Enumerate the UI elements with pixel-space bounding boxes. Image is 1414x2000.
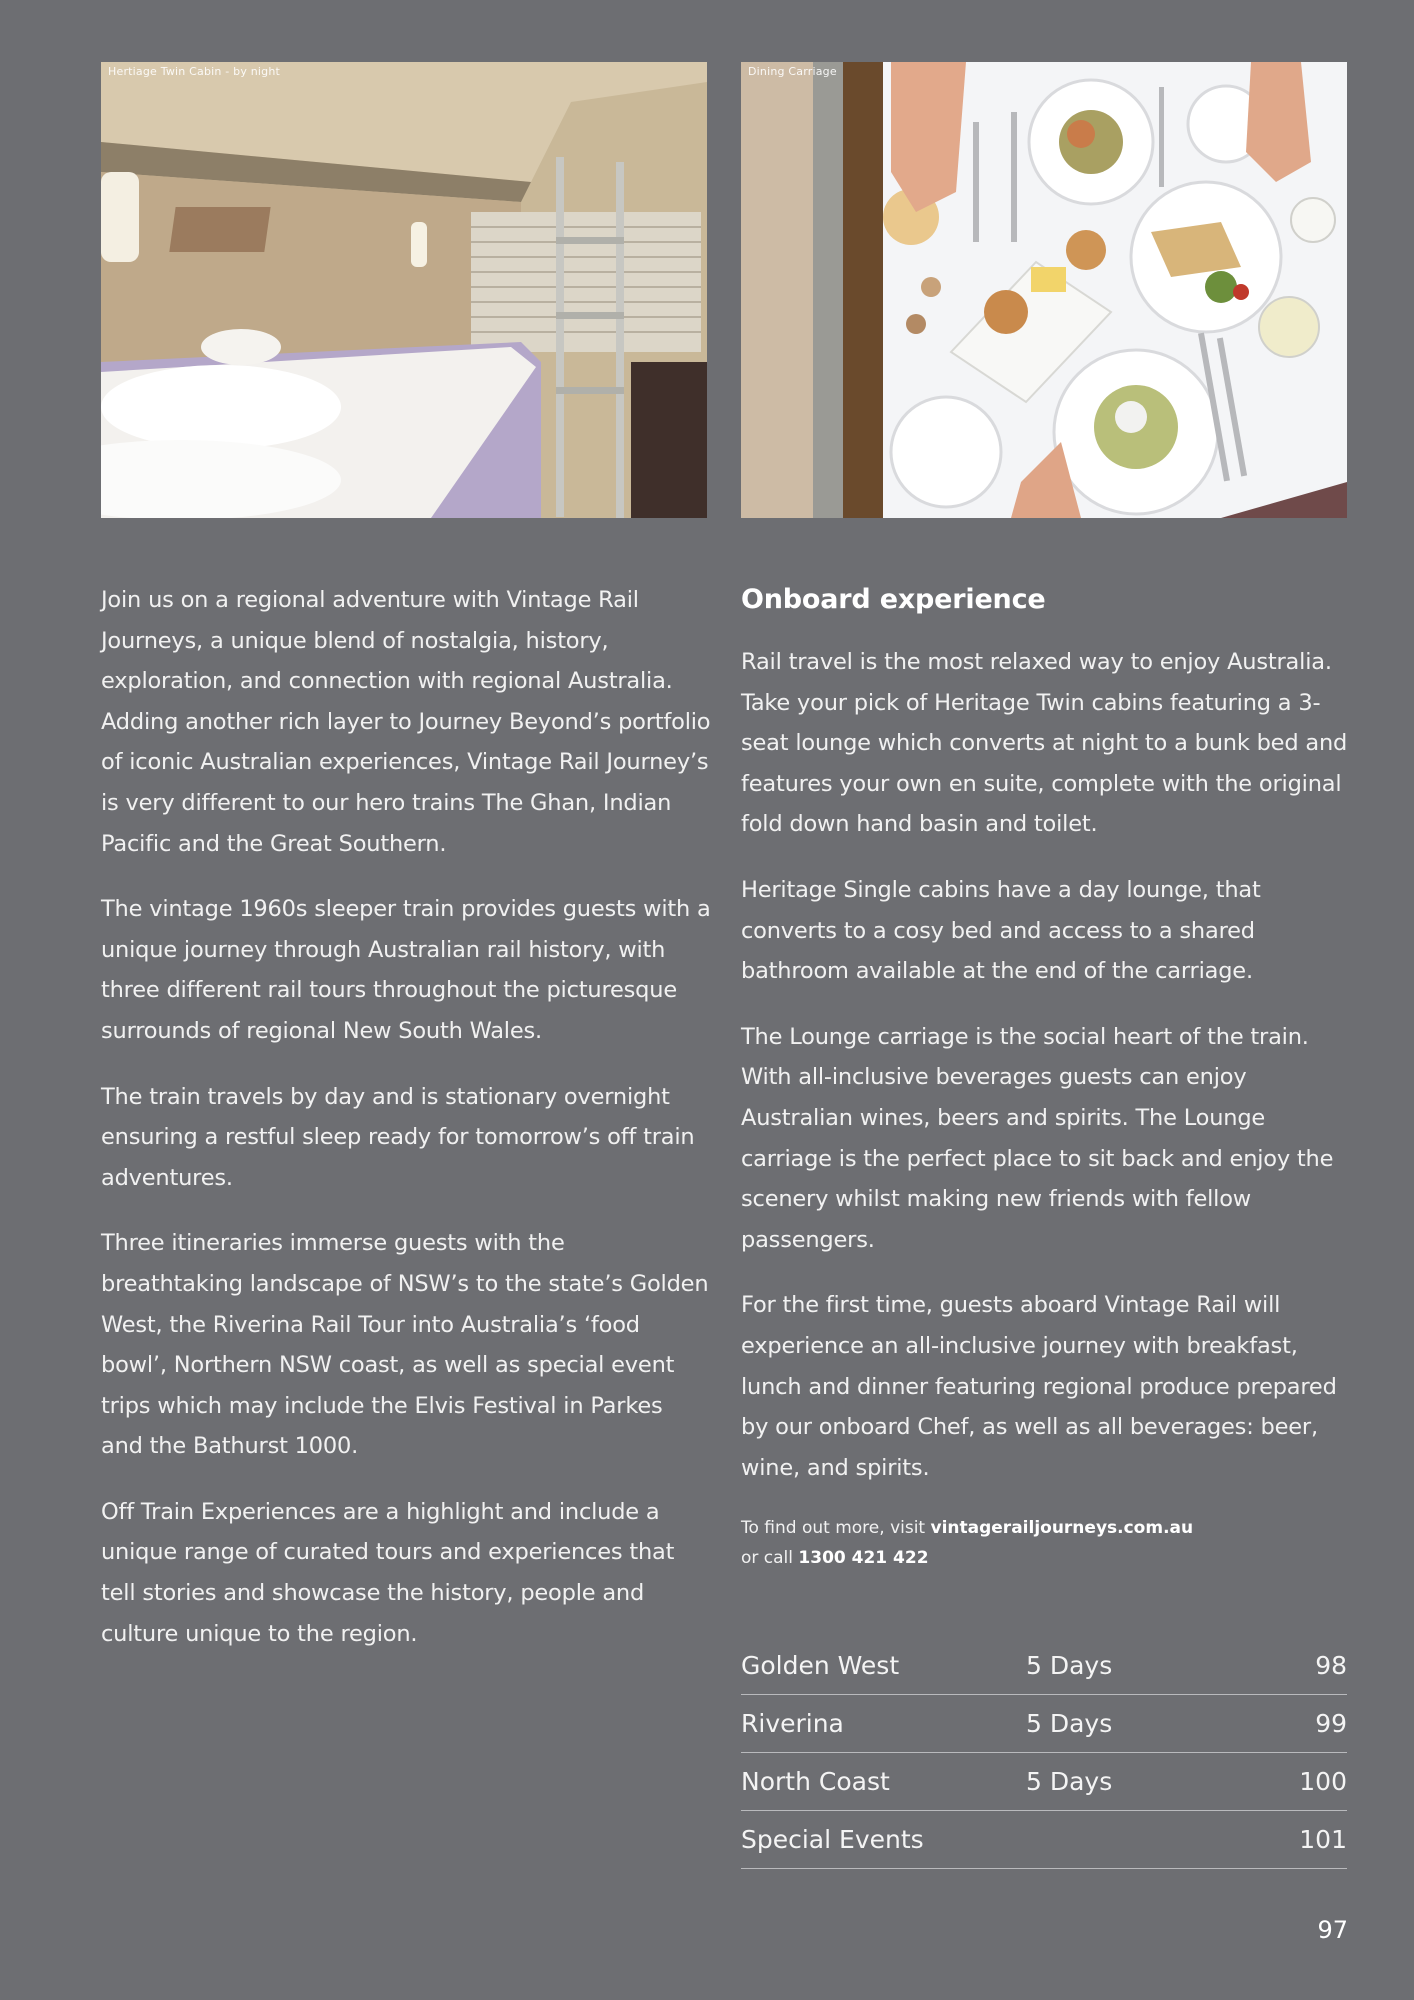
onboard-column [741,580,1351,1573]
cabin-photo-illustration [101,62,707,518]
off-train-paragraph: Off Train Experiences are a highlight and include a unique range of curated tours and experiences that tell stories and showcase the history, people and culture unique to the region. [101,1498,675,1647]
itinerary-duration: 5 Days [1026,1767,1113,1796]
page-number: 97 [1317,1916,1348,1944]
dining-photo-illustration [741,62,1347,518]
itinerary-row[interactable] [741,1811,1347,1869]
cabin-photo-caption: Hertiage Twin Cabin - by night [108,65,281,78]
itinerary-page: 101 [1299,1825,1347,1854]
twin-cabins-paragraph: Rail travel is the most relaxed way to enjoy Australia. Take your pick of Heritage Twin cabins featuring a 3-seat lounge which converts at night to a bunk bed and features your own en suite, complete with the original fold down hand basin and toilet. [741,649,1348,838]
itinerary-name: North Coast [741,1767,890,1796]
website-link[interactable]: vintagerailjourneys.com.au [930,1518,1194,1539]
phone-number[interactable]: 1300 421 422 [798,1548,929,1569]
intro-paragraph: Join us on a regional adventure with Vintage Rail Journeys, a unique blend of nostalgia, history, exploration, and connection with regional Australia. Adding another rich layer to Journey Beyond’s portfolio of iconic Australian experiences, Vintage Rail Journey’s is very different to our hero trains The Ghan, Indian Pacific and the Great Southern. [101,587,711,857]
itinerary-row[interactable] [741,1695,1347,1753]
cabin-photo [101,62,707,518]
itinerary-name: Riverina [741,1709,844,1738]
itinerary-name: Special Events [741,1825,924,1854]
call-prefix: or call [741,1548,799,1569]
itinerary-table [741,1637,1347,1869]
itinerary-duration: 5 Days [1026,1709,1113,1738]
itinerary-row[interactable] [741,1753,1347,1811]
itinerary-page: 100 [1299,1767,1347,1796]
itineraries-paragraph: Three itineraries immerse guests with the breathtaking landscape of NSW’s to the state’s Golden West, the Riverina Rail Tour into Australia’s ‘food bowl’, Northern NSW coast, as well as special event trips which may include the Elvis Festival in Parkes and the Bathurst 1000. [101,1230,709,1460]
stationary-overnight-paragraph: The train travels by day and is stationary overnight ensuring a restful sleep ready for tomorrow’s off train adventures. [101,1083,695,1191]
itinerary-page: 98 [1315,1651,1347,1680]
dining-photo-caption: Dining Carriage [748,65,837,78]
single-cabins-paragraph: Heritage Single cabins have a day lounge, that converts to a cosy bed and access to a shared bathroom available at the end of the carriage. [741,876,1261,985]
intro-column [101,580,711,1679]
itinerary-page: 99 [1315,1709,1347,1738]
contact-info [741,1513,1351,1573]
all-inclusive-paragraph: For the first time, guests aboard Vintage Rail will experience an all-inclusive journey with breakfast, lunch and dinner featuring regional produce prepared by our onboard Chef, as well as all beverages: beer, wine, and spirits. [741,1292,1337,1481]
dining-photo [741,62,1347,518]
lounge-paragraph: The Lounge carriage is the social heart of the train. With all-inclusive beverages guests can enjoy Australian wines, beers and spirits. The Lounge carriage is the perfect place to sit back and enjoy the scenery whilst making new friends with fellow passengers. [741,1023,1334,1253]
onboard-heading: Onboard experience [741,584,1046,615]
contact-prefix: To find out more, visit [741,1518,931,1539]
itinerary-name: Golden West [741,1651,900,1680]
sleeper-train-paragraph: The vintage 1960s sleeper train provides guests with a unique journey through Australian rail history, with three different rail tours throughout the picturesque surrounds of regional New South Wales. [101,896,711,1044]
itinerary-duration: 5 Days [1026,1651,1113,1680]
itinerary-row[interactable] [741,1637,1347,1695]
